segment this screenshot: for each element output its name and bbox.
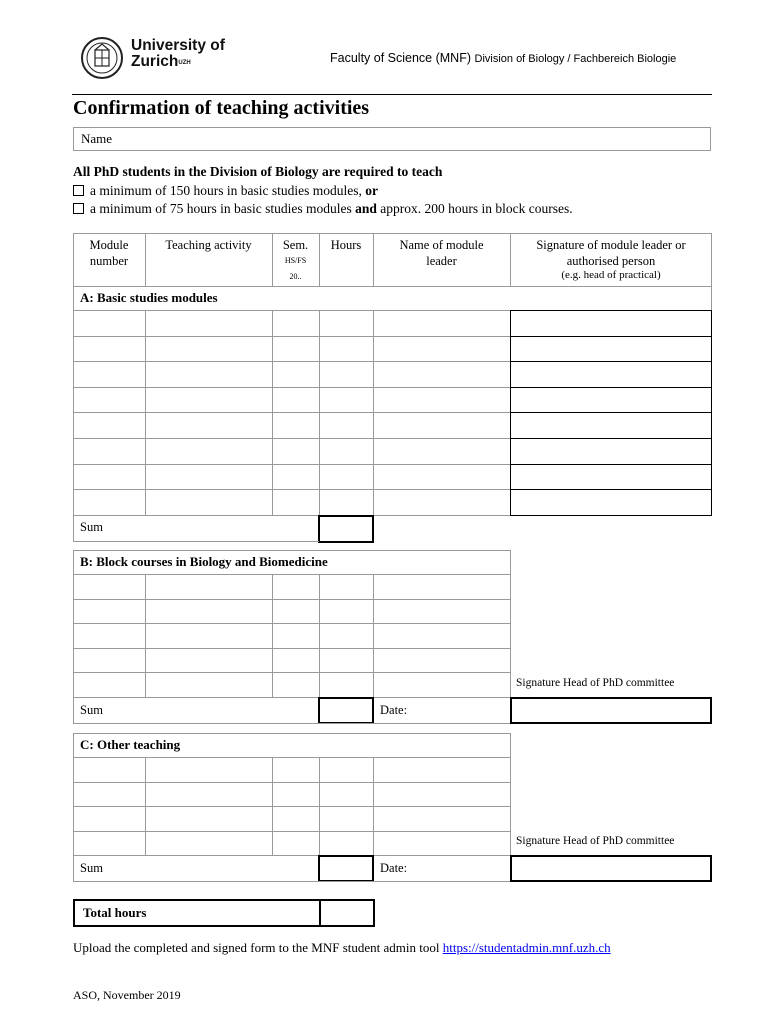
table-cell[interactable] bbox=[74, 600, 145, 624]
footer-note: ASO, November 2019 bbox=[73, 988, 181, 1002]
table-cell[interactable] bbox=[146, 649, 272, 673]
signature-cell[interactable] bbox=[510, 438, 712, 465]
table-cell[interactable] bbox=[273, 311, 319, 336]
table-cell[interactable] bbox=[320, 337, 373, 362]
table-row-border bbox=[73, 515, 510, 516]
table-cell[interactable] bbox=[374, 832, 510, 856]
table-cell[interactable] bbox=[374, 600, 510, 624]
table-cell-border bbox=[510, 574, 511, 599]
table-cell[interactable] bbox=[320, 673, 373, 697]
total-hours-box bbox=[73, 899, 375, 927]
table-cell[interactable] bbox=[273, 807, 319, 831]
table-cell-border bbox=[510, 806, 511, 831]
table-cell[interactable] bbox=[374, 362, 510, 387]
table-cell[interactable] bbox=[146, 807, 272, 831]
table-cell[interactable] bbox=[374, 783, 510, 807]
table-cell[interactable] bbox=[74, 758, 145, 782]
total-hours-field[interactable] bbox=[321, 901, 373, 925]
table-cell[interactable] bbox=[74, 490, 145, 515]
requirement-option-2: a minimum of 75 hours in basic studies modules and approx. 200 hours in block courses. bbox=[73, 201, 573, 217]
logo-wordmark bbox=[131, 38, 225, 70]
table-cell[interactable] bbox=[374, 673, 510, 697]
table-cell[interactable] bbox=[146, 783, 272, 807]
table-cell[interactable] bbox=[74, 311, 145, 336]
table-cell[interactable] bbox=[374, 337, 510, 362]
signature-cell[interactable] bbox=[510, 361, 712, 388]
table-cell[interactable] bbox=[273, 490, 319, 515]
table-cell[interactable] bbox=[374, 624, 510, 648]
table-cell[interactable] bbox=[74, 832, 145, 856]
table-cell[interactable] bbox=[374, 311, 510, 336]
studentadmin-link[interactable]: https://studentadmin.mnf.uzh.ch bbox=[442, 940, 611, 955]
table-cell[interactable] bbox=[74, 465, 145, 490]
table-cell[interactable] bbox=[146, 362, 272, 387]
table-cell[interactable] bbox=[320, 311, 373, 336]
table-cell[interactable] bbox=[74, 575, 145, 599]
header-rule bbox=[72, 94, 712, 95]
total-hours-label: Total hours bbox=[83, 905, 147, 920]
table-cell[interactable] bbox=[374, 388, 510, 413]
table-cell[interactable] bbox=[320, 624, 373, 648]
table-cell[interactable] bbox=[146, 673, 272, 697]
table-cell-border bbox=[510, 599, 511, 624]
table-cell[interactable] bbox=[320, 575, 373, 599]
date-label-b: Date: bbox=[380, 703, 408, 717]
table-cell[interactable] bbox=[273, 413, 319, 438]
header-signature: Signature of module leader or authorised person (e.g. head of practical) bbox=[536, 238, 686, 281]
table-cell[interactable] bbox=[273, 362, 319, 387]
header-module-number: Module number bbox=[89, 238, 129, 268]
table-cell[interactable] bbox=[74, 413, 145, 438]
table-cell[interactable] bbox=[320, 832, 373, 856]
table-cell[interactable] bbox=[146, 600, 272, 624]
table-cell-border bbox=[510, 648, 511, 673]
table-cell[interactable] bbox=[74, 439, 145, 464]
signature-field-b[interactable] bbox=[510, 697, 712, 724]
table-cell[interactable] bbox=[146, 465, 272, 490]
table-cell[interactable] bbox=[374, 649, 510, 673]
sum-field-a[interactable] bbox=[318, 515, 374, 543]
table-cell[interactable] bbox=[273, 337, 319, 362]
table-cell[interactable] bbox=[374, 807, 510, 831]
table-cell[interactable] bbox=[320, 388, 373, 413]
signature-field-c[interactable] bbox=[510, 855, 712, 882]
table-cell[interactable] bbox=[146, 832, 272, 856]
table-cell[interactable] bbox=[146, 439, 272, 464]
table-cell[interactable] bbox=[273, 624, 319, 648]
section-a-title: A: Basic studies modules bbox=[80, 290, 218, 305]
table-cell[interactable] bbox=[374, 490, 510, 515]
table-cell-border bbox=[510, 831, 511, 856]
table-cell[interactable] bbox=[146, 388, 272, 413]
signature-cell[interactable] bbox=[510, 464, 712, 491]
checkbox-option-1[interactable] bbox=[73, 185, 84, 196]
table-cell-border bbox=[510, 782, 511, 807]
upload-instructions: Upload the completed and signed form to the MNF student admin tool https://studentadmin.mnf.uzh.ch bbox=[73, 940, 611, 955]
table-cell[interactable] bbox=[273, 465, 319, 490]
signature-cell[interactable] bbox=[510, 489, 712, 516]
signature-cell[interactable] bbox=[510, 412, 712, 439]
table-cell[interactable] bbox=[273, 388, 319, 413]
table-cell-border bbox=[510, 623, 511, 648]
requirement-heading: All PhD students in the Division of Biology are required to teach bbox=[73, 164, 443, 179]
table-cell[interactable] bbox=[320, 649, 373, 673]
uzh-seal-icon bbox=[80, 32, 130, 86]
faculty-heading bbox=[330, 51, 676, 65]
sum-label-a: Sum bbox=[80, 520, 103, 534]
header-sem: Sem. HS/FS 20.. bbox=[282, 238, 309, 281]
section-c-title: C: Other teaching bbox=[80, 737, 181, 752]
signature-head-label-c: Signature Head of PhD committee bbox=[516, 835, 675, 847]
logo-line-2: Zurich$^{UZH}$ bbox=[131, 53, 191, 70]
table-cell[interactable] bbox=[320, 807, 373, 831]
table-cell[interactable] bbox=[273, 649, 319, 673]
checkbox-option-2[interactable] bbox=[73, 203, 84, 214]
requirement-option-1: a minimum of 150 hours in basic studies modules, or bbox=[73, 183, 378, 199]
table-cell[interactable] bbox=[320, 362, 373, 387]
table-cell[interactable] bbox=[374, 575, 510, 599]
table-cell[interactable] bbox=[374, 413, 510, 438]
logo-sup: UZH bbox=[178, 60, 191, 66]
table-cell[interactable] bbox=[74, 337, 145, 362]
page-title: Confirmation of teaching activities bbox=[73, 97, 370, 119]
sum-label-c: Sum bbox=[80, 861, 103, 875]
table-row-border bbox=[73, 855, 510, 856]
table-cell[interactable] bbox=[74, 673, 145, 697]
table-cell[interactable] bbox=[74, 649, 145, 673]
table-cell[interactable] bbox=[273, 600, 319, 624]
table-cell[interactable] bbox=[320, 413, 373, 438]
table-cell[interactable] bbox=[146, 490, 272, 515]
table-cell[interactable] bbox=[273, 575, 319, 599]
table-cell[interactable] bbox=[273, 783, 319, 807]
division-name: Division of Biology / Fachbereich Biologie bbox=[474, 53, 677, 65]
signature-cell[interactable] bbox=[510, 310, 712, 337]
table-row-border bbox=[73, 697, 510, 698]
table-cell[interactable] bbox=[320, 600, 373, 624]
header-module-leader: Name of module leader bbox=[399, 238, 484, 268]
table-cell[interactable] bbox=[374, 465, 510, 490]
table-cell[interactable] bbox=[74, 624, 145, 648]
section-b-title: B: Block courses in Biology and Biomedicine bbox=[80, 554, 328, 569]
signature-cell[interactable] bbox=[510, 387, 712, 414]
header-hours: Hours bbox=[330, 238, 362, 252]
table-cell-border bbox=[510, 757, 511, 782]
signature-cell[interactable] bbox=[510, 336, 712, 363]
table-cell[interactable] bbox=[320, 439, 373, 464]
table-cell[interactable] bbox=[273, 439, 319, 464]
table-cell[interactable] bbox=[374, 439, 510, 464]
table-cell[interactable] bbox=[146, 311, 272, 336]
logo-line-1: University of bbox=[131, 37, 225, 54]
table-cell[interactable] bbox=[320, 758, 373, 782]
table-cell[interactable] bbox=[146, 575, 272, 599]
signature-head-label-b: Signature Head of PhD committee bbox=[516, 677, 675, 689]
sum-field-b[interactable] bbox=[318, 697, 374, 724]
table-cell[interactable] bbox=[320, 465, 373, 490]
table-cell[interactable] bbox=[146, 413, 272, 438]
name-field[interactable] bbox=[73, 127, 711, 151]
date-label-c: Date: bbox=[380, 861, 408, 875]
faculty-name: Faculty of Science (MNF) bbox=[330, 51, 472, 65]
table-cell-border bbox=[510, 672, 511, 697]
table-cell[interactable] bbox=[146, 337, 272, 362]
name-label: Name bbox=[81, 131, 113, 146]
table-cell[interactable] bbox=[74, 388, 145, 413]
table-cell[interactable] bbox=[320, 783, 373, 807]
table-cell[interactable] bbox=[273, 673, 319, 697]
table-cell[interactable] bbox=[273, 758, 319, 782]
header-teaching-activity: Teaching activity bbox=[165, 238, 252, 252]
sum-label-b: Sum bbox=[80, 703, 103, 717]
table-cell[interactable] bbox=[146, 758, 272, 782]
table-cell[interactable] bbox=[74, 783, 145, 807]
sum-field-c[interactable] bbox=[318, 855, 374, 882]
table-cell[interactable] bbox=[374, 758, 510, 782]
table-cell[interactable] bbox=[273, 832, 319, 856]
table-cell[interactable] bbox=[146, 624, 272, 648]
table-cell[interactable] bbox=[74, 807, 145, 831]
table-cell[interactable] bbox=[320, 490, 373, 515]
table-cell[interactable] bbox=[74, 362, 145, 387]
